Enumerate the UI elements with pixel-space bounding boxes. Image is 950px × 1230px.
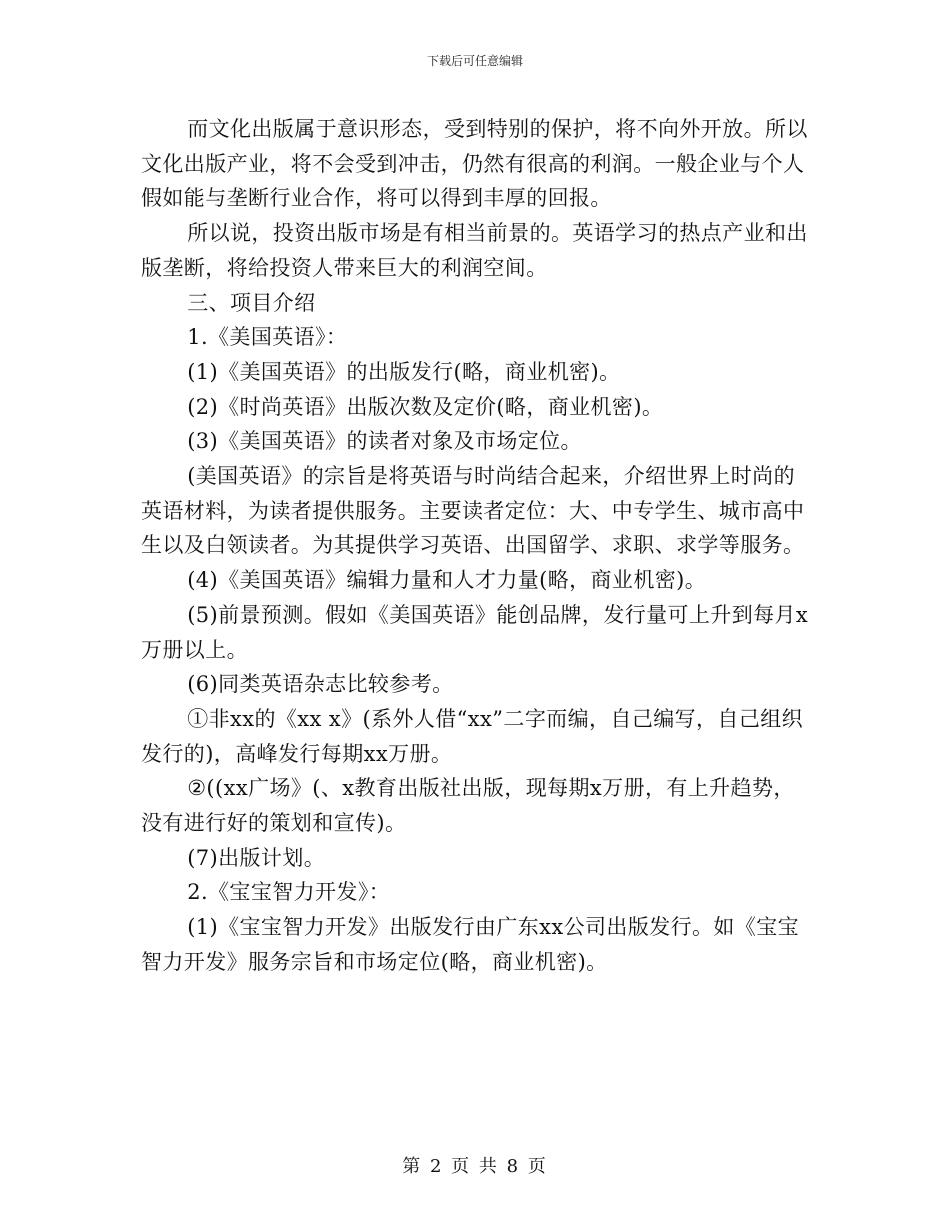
item-heading-baby-intelligence: 2.《宝宝智力开发》： <box>187 880 391 905</box>
list-item: (5)前景预测。假如《美国英语》能创品牌，发行量可上升到每月x万册以上。 <box>141 602 809 662</box>
list-item: ①非xx的《xx x》(系外人借“xx”二字而编，自己编写，自己组织发行的)，高峰发行每期xx万册。 <box>141 706 804 766</box>
list-item: (1)《美国英语》的出版发行(略，商业机密)。 <box>187 359 621 384</box>
list-item: (2)《时尚英语》出版次数及定价(略，商业机密)。 <box>187 394 664 419</box>
paragraph-1: 而文化出版属于意识形态，受到特别的保护，将不向外开放。所以文化出版产业，将不会受到冲击，仍然有很高的利润。一般企业与个人假如能与垄断行业合作，将可以得到丰厚的回报。 <box>141 117 808 211</box>
list-item: (3)《美国英语》的读者对象及市场定位。 <box>187 429 582 454</box>
list-item: (6)同类英语杂志比较参考。 <box>187 672 454 697</box>
section-heading: 三、项目介绍 <box>187 290 316 315</box>
paragraph-2: 所以说，投资出版市场是有相当前景的。英语学习的热点产业和出版垄断，将给投资人带来巨大的利润空间。 <box>141 221 808 280</box>
item-heading-american-english: 1.《美国英语》： <box>187 325 348 350</box>
list-item: (4)《美国英语》编辑力量和人才力量(略，商业机密)。 <box>187 568 707 593</box>
list-item: (7)出版计划。 <box>187 845 326 870</box>
page-header: 下载后可任意编辑 <box>426 54 523 68</box>
paragraph-purpose: (美国英语》的宗旨是将英语与时尚结合起来，介绍世界上时尚的英语材料，为读者提供服务。主要读者定位：大、中专学生、城市高中生以及白领读者。为其提供学习英语、出国留学、求职、求学等服务。 <box>141 464 805 558</box>
page-number-footer: 第 2 页 共 8 页 <box>402 1156 548 1177</box>
list-item: ②((xx广场》(、x教育出版社出版，现每期x万册，有上升趋势，没有进行好的策划和宣传)。 <box>141 776 795 836</box>
list-item: (1)《宝宝智力开发》出版发行由广东xx公司出版发行。如《宝宝智力开发》服务宗旨和市场定位(略，商业机密)。 <box>141 915 800 974</box>
document-body <box>141 112 816 980</box>
